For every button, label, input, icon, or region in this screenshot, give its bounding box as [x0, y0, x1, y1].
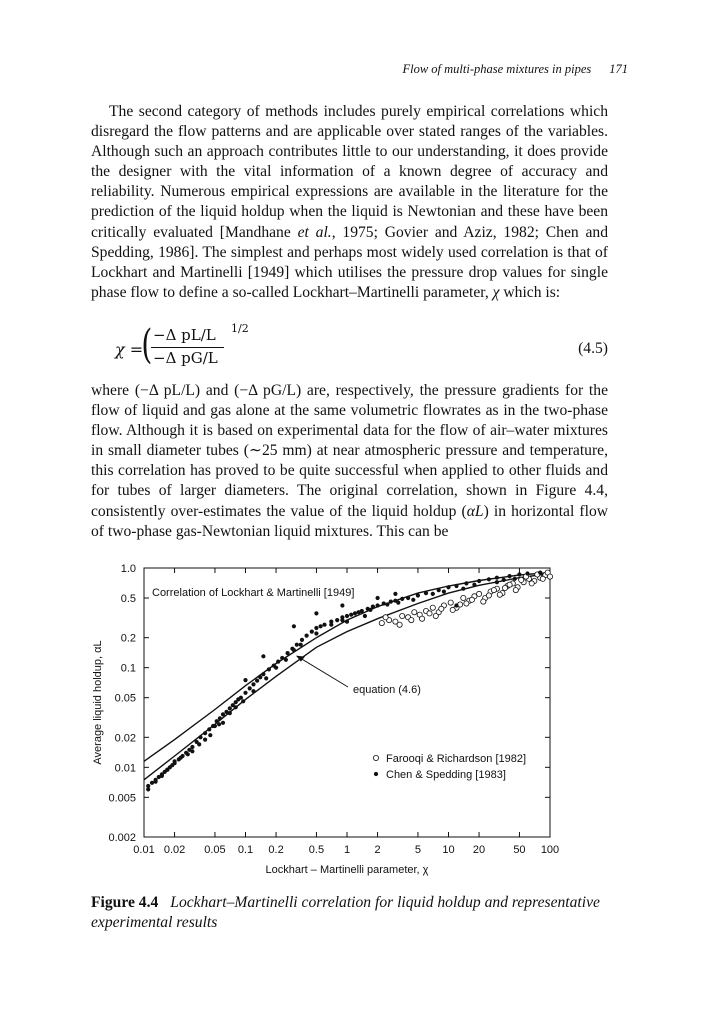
annotation-equation-4-6: equation (4.6) [353, 684, 421, 696]
chen-spedding-point [286, 651, 290, 655]
farooqi-richardson-point [469, 597, 474, 602]
chen-spedding-point [477, 579, 481, 583]
chen-spedding-point [203, 738, 207, 742]
chen-spedding-point [310, 630, 314, 634]
chen-spedding-point [251, 682, 255, 686]
x-tick-label: 0.05 [204, 844, 226, 856]
chen-spedding-point [292, 648, 296, 652]
paragraph-1 [91, 102, 608, 303]
chen-spedding-point [261, 672, 265, 676]
equation-lhs: χ = [115, 340, 144, 359]
chen-spedding-point [416, 593, 420, 597]
farooqi-richardson-point [507, 582, 512, 587]
running-head-title: Flow of multi-phase mixtures in pipes [402, 62, 592, 76]
equation-left-paren: ( [141, 322, 153, 368]
chen-spedding-point [208, 733, 212, 737]
chen-spedding-point [495, 580, 499, 584]
chen-spedding-point [198, 735, 202, 739]
chen-spedding-point [207, 727, 211, 731]
chen-spedding-point [221, 721, 225, 725]
x-tick-label: 0.01 [133, 844, 155, 856]
farooqi-richardson-point [477, 591, 482, 596]
y-tick-label: 0.002 [108, 832, 136, 844]
chen-spedding-point [322, 623, 326, 627]
chen-spedding-point [248, 686, 252, 690]
legend-farooqi-richardson: Farooqi & Richardson [1982] [386, 753, 527, 765]
chen-spedding-point [411, 598, 415, 602]
caption-label: Figure 4.4 [91, 894, 159, 911]
page-number: 171 [609, 62, 628, 76]
y-tick-label: 0.05 [114, 692, 136, 705]
chen-spedding-point [203, 731, 207, 735]
chen-spedding-point [406, 596, 410, 600]
paragraph-1-etal: et al. [297, 223, 332, 241]
farooqi-richardson-point [433, 613, 438, 618]
y-tick-label: 1.0 [120, 563, 136, 575]
chen-spedding-point [284, 658, 288, 662]
farooqi-richardson-point [409, 618, 414, 623]
chen-spedding-point [393, 592, 397, 596]
farooqi-richardson-point [464, 601, 469, 606]
chen-spedding-point [349, 613, 353, 617]
chen-spedding-point [264, 676, 268, 680]
equation-number: (4.5) [578, 340, 608, 357]
chen-spedding-point [197, 742, 201, 746]
running-head [0, 62, 628, 77]
legend-open-circle-marker [373, 755, 378, 760]
farooqi-richardson-point [383, 615, 388, 620]
chen-spedding-point [446, 585, 450, 589]
holdup-chart [80, 556, 580, 881]
chen-spedding-point [431, 592, 435, 596]
chen-spedding-point [464, 581, 468, 585]
farooqi-richardson-point [430, 605, 435, 610]
chen-spedding-point [160, 774, 164, 778]
chen-spedding-point [213, 724, 217, 728]
equation-denominator: −Δ pG/L [153, 349, 218, 367]
chen-spedding-point [376, 596, 380, 600]
chen-spedding-point [329, 623, 333, 627]
chen-spedding-point [243, 691, 247, 695]
farooqi-richardson-point [439, 606, 444, 611]
x-tick-label: 50 [513, 844, 526, 856]
chen-spedding-point [258, 675, 262, 679]
paragraph-1-part-1: The second category of methods includes purely empirical correlations which disregard the flow patterns and are applicable over stated ranges of the variables. Although such an approach contributes little to our understanding, it does provide the designer with the vital information of a known degree of accuracy and reliability. Numerous empirical expressions are available in the literature for the prediction of the liquid holdup when the liquid is Newtonian and these have been critically evaluated [Mandhane [91, 103, 608, 241]
chen-spedding-point [335, 618, 339, 622]
chart-plot-area [144, 568, 550, 837]
farooqi-richardson-point [412, 610, 417, 615]
chen-spedding-point [150, 781, 154, 785]
x-tick-label: 0.2 [268, 844, 284, 856]
chen-spedding-point [508, 574, 512, 578]
equation-4-6-curve [144, 574, 550, 780]
caption-text: Lockhart–Martinelli correlation for liquid holdup and representative experimental results [91, 894, 600, 931]
chen-spedding-point [340, 603, 344, 607]
figure-caption [91, 893, 611, 933]
farooqi-richardson-point [513, 588, 518, 593]
x-tick-label: 2 [374, 844, 381, 856]
chen-spedding-point [251, 689, 255, 693]
chen-spedding-point [217, 722, 221, 726]
farooqi-richardson-point [420, 616, 425, 621]
paragraph-1-part-3: which is: [499, 283, 561, 301]
chen-spedding-point [525, 571, 529, 575]
chen-spedding-point [502, 578, 506, 582]
chen-spedding-point [300, 638, 304, 642]
x-tick-label: 0.1 [237, 844, 254, 856]
chen-spedding-point [255, 679, 259, 683]
farooqi-richardson-point [450, 607, 455, 612]
chen-spedding-point [368, 608, 372, 612]
chen-spedding-point [345, 620, 349, 624]
equation-fraction-bar [151, 347, 224, 348]
chen-spedding-point [267, 667, 271, 671]
chen-spedding-point [538, 571, 542, 575]
annotation-arrow-line [298, 657, 348, 687]
chen-spedding-point [190, 749, 194, 753]
x-tick-label: 0.5 [308, 844, 325, 856]
y-tick-label: 0.01 [114, 762, 136, 775]
chen-spedding-point [186, 752, 190, 756]
chen-spedding-point [396, 601, 400, 605]
chen-spedding-point [513, 577, 517, 581]
farooqi-richardson-point [461, 595, 466, 600]
chart-labels [92, 563, 559, 876]
chen-spedding-point [353, 611, 357, 615]
plot-frame [144, 568, 550, 837]
chen-spedding-point [218, 716, 222, 720]
paragraph-2-part-1: where (−Δ pL/L) and (−Δ pG/L) are, respectively, the pressure gradients for the flow of liquid and gas alone at the same volumetric flowrates as in the two-phase flow. Although it is based on experimental data for the flow of air–water mixtures in small diameter tubes (∼25 mm) at near atmospheric pressure and temperature, this correlation has proved to be quite successful when applied to other fluids and for tubes of larger diameters. The original correlation, shown in Figure 4.4, consistently over-estimates the value of the liquid holdup ( [91, 382, 608, 520]
paragraph-2 [91, 381, 608, 542]
chen-spedding-point [461, 587, 465, 591]
farooqi-richardson-point [448, 600, 453, 605]
chen-spedding-point [239, 696, 243, 700]
paragraph-2-alpha: αL [466, 502, 484, 520]
chen-spedding-point [357, 610, 361, 614]
chen-spedding-point [454, 603, 458, 607]
equation-exponent: 1/2 [231, 322, 249, 335]
farooqi-richardson-point [529, 581, 534, 586]
y-tick-label: 0.2 [120, 632, 136, 645]
chen-spedding-point [389, 600, 393, 604]
chen-spedding-point [487, 577, 491, 581]
farooqi-richardson-point [540, 576, 545, 581]
chen-spedding-point [314, 626, 318, 630]
chen-spedding-point [295, 643, 299, 647]
farooqi-richardson-point [502, 585, 507, 590]
chart-curves [144, 573, 550, 780]
chen-spedding-point [243, 678, 247, 682]
chen-spedding-point [179, 756, 183, 760]
chen-spedding-point [154, 780, 158, 784]
chen-spedding-point [319, 624, 323, 628]
chen-spedding-point [345, 614, 349, 618]
chen-spedding-point [472, 583, 476, 587]
chen-spedding-point [442, 590, 446, 594]
x-tick-label: 1 [343, 844, 351, 856]
chen-spedding-point [276, 660, 280, 664]
chen-spedding-point [299, 643, 303, 647]
farooqi-richardson-point [427, 611, 432, 616]
chen-spedding-point [424, 591, 428, 595]
farooqi-richardson-point [379, 621, 384, 626]
farooqi-richardson-point [491, 588, 496, 593]
chen-spedding-point [228, 706, 232, 710]
chen-spedding-point [437, 588, 441, 592]
farooqi-richardson-point [519, 577, 524, 582]
farooqi-richardson-point [400, 613, 405, 618]
y-axis-label: Average liquid holdup, αL [92, 640, 104, 765]
chen-spedding-point [190, 745, 194, 749]
x-tick-label: 20 [472, 844, 486, 856]
chen-spedding-point [261, 654, 265, 658]
y-tick-label: 0.005 [108, 792, 136, 805]
chen-spedding-point [385, 602, 389, 606]
equation-numerator: −Δ pL/L [153, 326, 216, 344]
farooqi-richardson-point [397, 622, 402, 627]
x-tick-label: 5 [414, 844, 422, 856]
farooqi-richardson-point [486, 593, 491, 598]
chen-spedding-point [314, 611, 318, 615]
legend-chen-spedding: Chen & Spedding [1983] [386, 769, 506, 781]
paragraph-1-part-2: , 1975; Govier and Aziz, 1982; Chen and Spedding, 1986]. The simplest and perhaps most widely used correlation is that of Lockhart and Martinelli [1949] which utilises the pressure drop values for single phase flow to define a so-called Lockhart–Martinelli parameter, [91, 223, 608, 301]
legend-filled-circle-marker [374, 772, 378, 776]
chen-spedding-point [517, 572, 521, 576]
x-axis-label: Lockhart – Martinelli parameter, χ [265, 864, 429, 876]
chen-spedding-point [228, 711, 232, 715]
chen-spedding-point [382, 601, 386, 605]
paragraph-2-part-2: ) in horizontal flow of two-phase gas-Newtonian liquid mixtures. This can be [91, 502, 608, 540]
chen-spedding-point [165, 768, 169, 772]
chen-spedding-point [280, 656, 284, 660]
chen-spedding-point [173, 759, 177, 763]
chen-spedding-point [234, 705, 238, 709]
x-tick-label: 10 [442, 844, 455, 856]
chen-spedding-point [400, 597, 404, 601]
chen-spedding-point [454, 584, 458, 588]
chen-spedding-point [305, 634, 309, 638]
chen-spedding-point [221, 712, 225, 716]
chen-spedding-point [376, 603, 380, 607]
chen-spedding-point [340, 618, 344, 622]
chen-spedding-point [363, 614, 367, 618]
chen-spedding-point [274, 666, 278, 670]
y-tick-label: 0.1 [120, 662, 136, 675]
chen-spedding-point [241, 699, 245, 703]
paragraph-1-chi: χ [492, 283, 500, 301]
chen-spedding-point [314, 631, 318, 635]
equation-4-5 [91, 322, 608, 372]
chen-spedding-point [292, 624, 296, 628]
farooqi-richardson-point [481, 599, 486, 604]
x-tick-label: 100 [540, 844, 560, 856]
farooqi-richardson-point [497, 592, 502, 597]
annotation-lockhart-martinelli: Correlation of Lockhart & Martinelli [1949] [152, 587, 355, 599]
chen-spedding-point [146, 787, 150, 791]
y-tick-label: 0.02 [114, 732, 136, 745]
chen-spedding-point [495, 576, 499, 580]
farooqi-richardson-point [547, 574, 552, 579]
y-tick-label: 0.5 [120, 593, 136, 606]
x-tick-label: 0.02 [163, 844, 186, 856]
